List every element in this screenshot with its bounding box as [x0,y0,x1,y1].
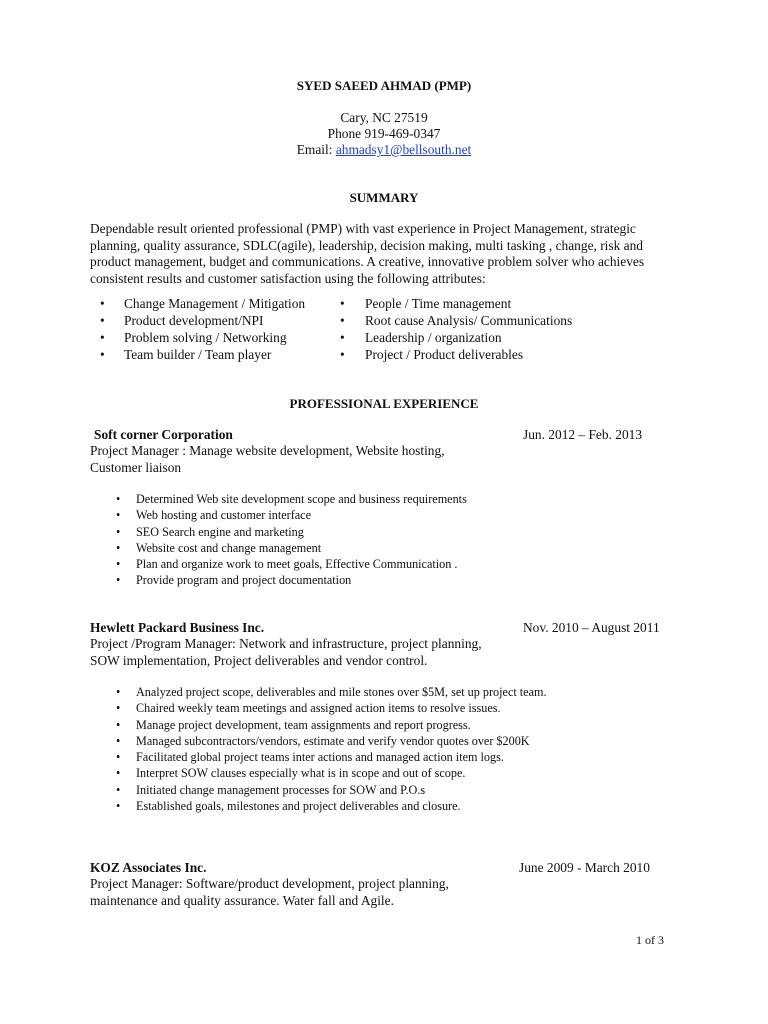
bullet-icon: • [100,313,105,328]
attributes-left-list [100,296,340,364]
list-item: • Change Management / Mitigation [100,296,306,311]
job-dates: Jun. 2012 – Feb. 2013 [523,427,643,442]
bullet-icon: • [100,347,105,362]
bullet-icon: • [116,701,121,716]
list-item: • Initiated change management processes for SOW and P.O.s [116,782,426,797]
summary-line: planning, quality assurance, SDLC(agile), leadership, decision making, multi tasking , change, risk and [90,237,643,253]
address: Cary, NC 27519 [340,110,428,125]
job-role [90,443,445,476]
bullet-icon: • [340,313,345,328]
job-bullets [116,684,696,814]
role-line: SOW implementation, Project deliverables and vendor control. [90,652,428,668]
email-label: Email: [296,142,336,157]
list-item: • Root cause Analysis/ Communications [340,313,573,328]
job-role [90,636,482,669]
bullet-icon: • [116,685,121,699]
attributes-right-list [340,296,640,364]
bullet-icon: • [340,347,345,362]
bullet-icon: • [116,524,121,539]
role-line: Customer liaison [90,459,182,475]
company-name: Soft corner Corporation [94,427,233,442]
list-item: • Chaired weekly team meetings and assigned action items to resolve issues. [116,701,501,716]
phone: Phone 919-469-0347 [327,126,441,141]
summary-paragraph [90,221,690,287]
list-item: • People / Time management [340,296,512,311]
bullet-icon: • [116,733,121,748]
bullet-icon: • [116,717,121,732]
list-item: • Established goals, milestones and project deliverables and closure. [116,799,461,814]
bullet-icon: • [116,540,121,555]
list-item: • Interpret SOW clauses especially what is in scope and out of scope. [116,766,466,781]
role-line: maintenance and quality assurance. Water fall and Agile. [90,892,394,908]
bullet-icon: • [116,573,121,588]
list-item: • Analyzed project scope, deliverables and mile stones over $5M, set up project team. [116,685,547,699]
list-item: • Manage project development, team assignments and report progress. [116,717,471,732]
list-item: • Managed subcontractors/vendors, estimate and verify vendor quotes over $200K [116,733,530,748]
job-dates: Nov. 2010 – August 2011 [523,620,660,635]
bullet-icon: • [116,782,121,797]
list-item: • Project / Product deliverables [340,347,524,362]
list-item: • Web hosting and customer interface [116,508,311,523]
bullet-icon: • [116,557,121,572]
list-item: • SEO Search engine and marketing [116,524,304,539]
job-bullets [116,491,676,589]
email-link[interactable]: ahmadsy1@bellsouth.net [335,142,472,157]
bullet-icon: • [340,296,345,311]
summary-line: product management, budget and communications. A creative, innovative problem solver who achieves [90,254,645,269]
summary-heading: SUMMARY [349,190,419,205]
list-item: • Facilitated global project teams inter actions and managed action item logs. [116,750,504,765]
company-name: KOZ Associates Inc. [90,860,207,875]
role-line: Project /Program Manager: Network and infrastructure, project planning, [90,636,482,651]
list-item: • Website cost and change management [116,540,322,555]
bullet-icon: • [100,330,105,345]
bullet-icon: • [340,330,345,345]
company-name: Hewlett Packard Business Inc. [90,620,265,635]
list-item: • Determined Web site development scope and business requirements [116,492,467,506]
page-number: 1 of 3 [636,933,664,947]
bullet-icon: • [116,750,121,765]
email-line [0,142,768,159]
role-line: Project Manager : Manage website development, Website hosting, [90,443,445,458]
bullet-icon: • [116,766,121,781]
bullet-icon: • [116,492,121,506]
list-item: • Plan and organize work to meet goals, Effective Communication . [116,557,458,572]
experience-heading: PROFESSIONAL EXPERIENCE [289,396,479,411]
list-item: • Problem solving / Networking [100,330,287,345]
summary-line: Dependable result oriented professional (PMP) with vast experience in Project Management, strategic [90,221,636,236]
bullet-icon: • [116,508,121,523]
list-item: • Provide program and project documentation [116,573,352,588]
summary-line: consistent results and customer satisfaction using the following attributes: [90,270,486,286]
role-line: Project Manager: Software/product development, project planning, [90,876,449,891]
list-item: • Team builder / Team player [100,347,272,362]
list-item: • Leadership / organization [340,330,502,345]
job-role [90,876,449,909]
bullet-icon: • [100,296,105,311]
list-item: • Product development/NPI [100,313,264,328]
bullet-icon: • [116,799,121,814]
job-dates: June 2009 - March 2010 [519,860,650,875]
resume-name: SYED SAEED AHMAD (PMP) [296,78,472,93]
